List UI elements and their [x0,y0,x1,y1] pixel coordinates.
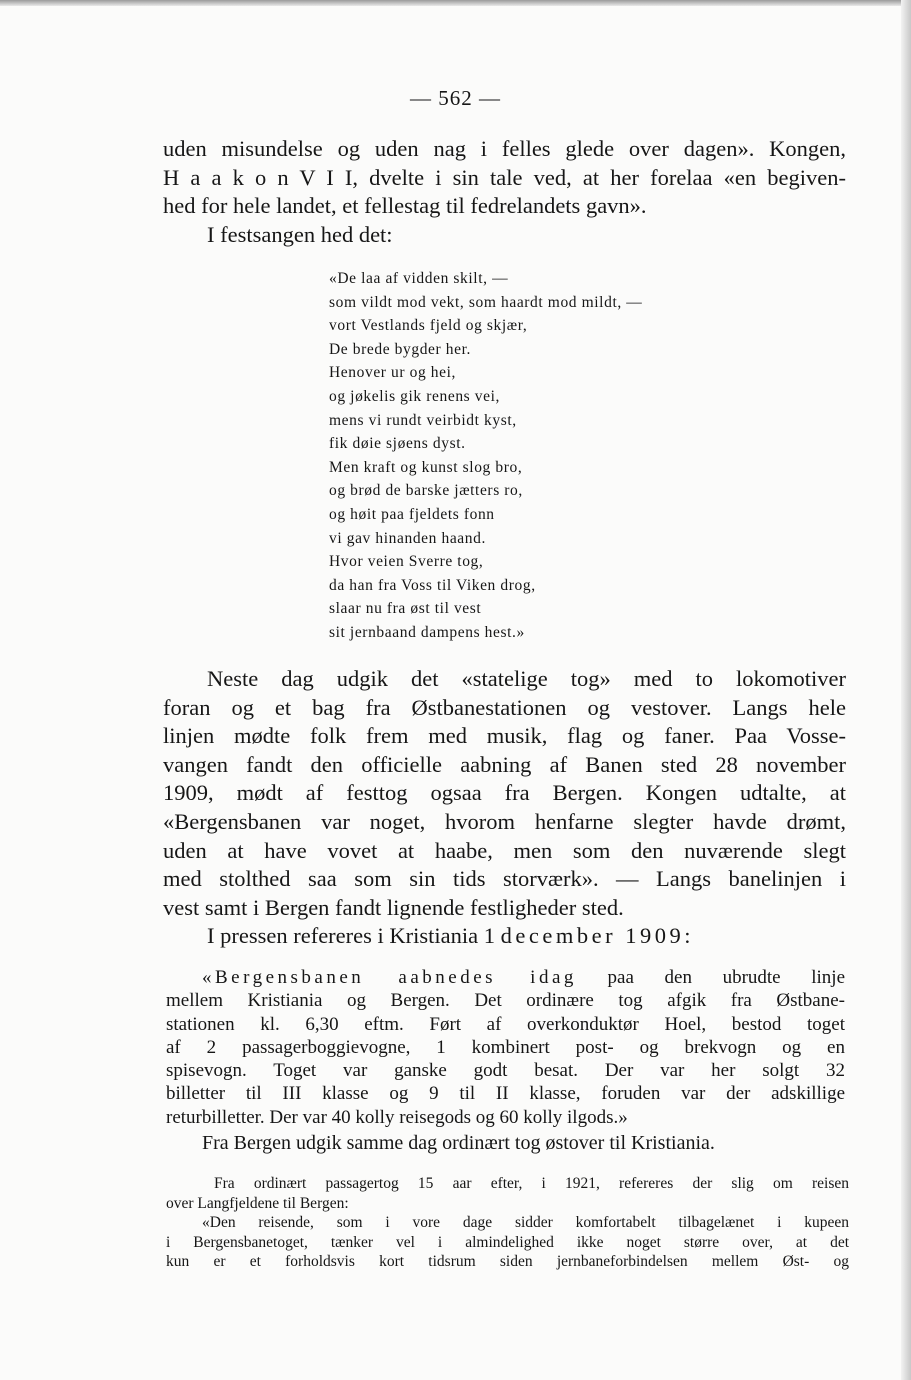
festsang-poem [329,267,642,645]
quote-line-3: stationen kl. 6,30 eftm. Ført af overkonduktør Hoel, bestod toget [166,1013,845,1035]
poem-line: fik døie sjøens dyst. [329,435,466,453]
footnote-line-1: Fra ordinært passagertog 15 aar efter, i 1921, refereres der slig om reisen [214,1175,849,1192]
footnote [166,1174,849,1272]
poem-line: «De laa af vidden skilt, — [329,270,509,287]
intro-paragraph [163,135,846,249]
page-top-edge [0,0,905,6]
quote-line-4: af 2 passagerboggievogne, 1 kombinert post- og brekvogn og en [166,1036,845,1058]
main-line-2: foran og et bag fra Østbanestationen og vestover. Langs hele [163,694,846,720]
poem-line: sit jernbaand dampens hest.» [329,623,525,641]
poem-line: Henover ur og hei, [329,364,457,382]
footnote-line-3: «Den reisende, som i vore dage sidder komfortabelt tilbagelænet i kupeen [202,1214,849,1232]
poem-line: og høit paa fjeldets fonn [329,505,495,523]
quote-line-5: spisevogn. Toget var ganske godt besat. Der var her solgt 32 [166,1060,845,1082]
quote-line-2: mellem Kristiania og Bergen. Det ordinære tog afgik fra Østbane- [166,990,845,1012]
main-line-7: uden at have vovet at haabe, men som den nuværende slegt [163,837,846,863]
quote-line-6: billetter til III klasse og 9 til II klasse, foruden var der adskillige [166,1083,845,1105]
press-line-date: december 1909: [500,923,694,949]
after-quote-line: Fra Bergen udgik samme dag ordinært tog østover til Kristiania. [202,1132,715,1154]
main-line-5: 1909, mødt af festtog ogsaa fra Bergen. Kongen udtalte, at [163,780,846,806]
poem-line: Hvor veien Sverre tog, [329,553,484,571]
poem-line: og brød de barske jætters ro, [329,482,523,500]
after-quote-paragraph [166,1130,849,1156]
poem-line: som vildt mod vekt, som haardt mod mildt, — [329,293,643,311]
intro-line-4: I festsangen hed det: [207,221,393,247]
footnote-line-4: i Bergensbanetoget, tænker vel i almindelighed ikke noget større over, at det [166,1233,849,1251]
page-right-edge [901,0,911,1380]
press-line [163,922,846,951]
main-line-4: vangen fandt den officielle aabning af Banen sted 28 november [163,751,846,777]
poem-line: mens vi rundt veirbidt kyst, [329,411,517,429]
intro-line-1: uden misundelse og uden nag i felles glede over dagen». Kongen, [163,136,846,161]
page-number: — 562 — [410,86,501,110]
quote-line-1-rest: paa den ubrudte linje [576,967,846,988]
main-line-6: «Bergensbanen var noget, hvorom henfarne slegter havde drømt, [163,808,846,834]
footnote-line-2: over Langfjeldene til Bergen: [166,1194,349,1212]
poem-line: slaar nu fra øst til vest [329,600,482,618]
main-paragraph [163,665,846,951]
main-line-9: vest samt i Bergen fandt lignende festligheder sted. [163,894,624,920]
main-line-1: Neste dag udgik det «statelige tog» med to lokomotiver [207,666,846,691]
footnote-line-5: kun er et forholdsvis kort tidsrum siden jernbaneforbindelsen mellem Øst- og [166,1253,849,1271]
poem-line: De brede bygder her. [329,340,471,358]
quote-line-1-spaced: «Bergensbanen aabnedes idag [202,967,577,988]
main-line-8: med stolthed saa som sin tids storværk». — Langs banelinjen i [163,866,846,892]
quote-line-1 [166,966,845,989]
press-line-prefix: I pressen refereres i Kristiania 1 [207,923,501,949]
intro-line-3: hed for hele landet, et fellestag til fedrelandets gavn». [163,193,647,219]
main-line-3: linjen mødte folk frem med musik, flag og faner. Paa Vosse- [163,723,846,749]
quote-line-7: returbilletter. Der var 40 kolly reisegods og 60 kolly ilgods.» [166,1106,628,1128]
intro-line-2: H a a k o n V I I, dvelte i sin tale ved, at her forelaa «en begiven- [163,164,846,190]
press-quote [166,966,845,1129]
poem-line: og jøkelis gik renens vei, [329,387,501,405]
poem-line: da han fra Voss til Viken drog, [329,576,536,594]
poem-line: vi gav hinanden haand. [329,529,486,547]
poem-line: Men kraft og kunst slog bro, [329,458,523,476]
poem-line: vort Vestlands fjeld og skjær, [329,317,528,335]
